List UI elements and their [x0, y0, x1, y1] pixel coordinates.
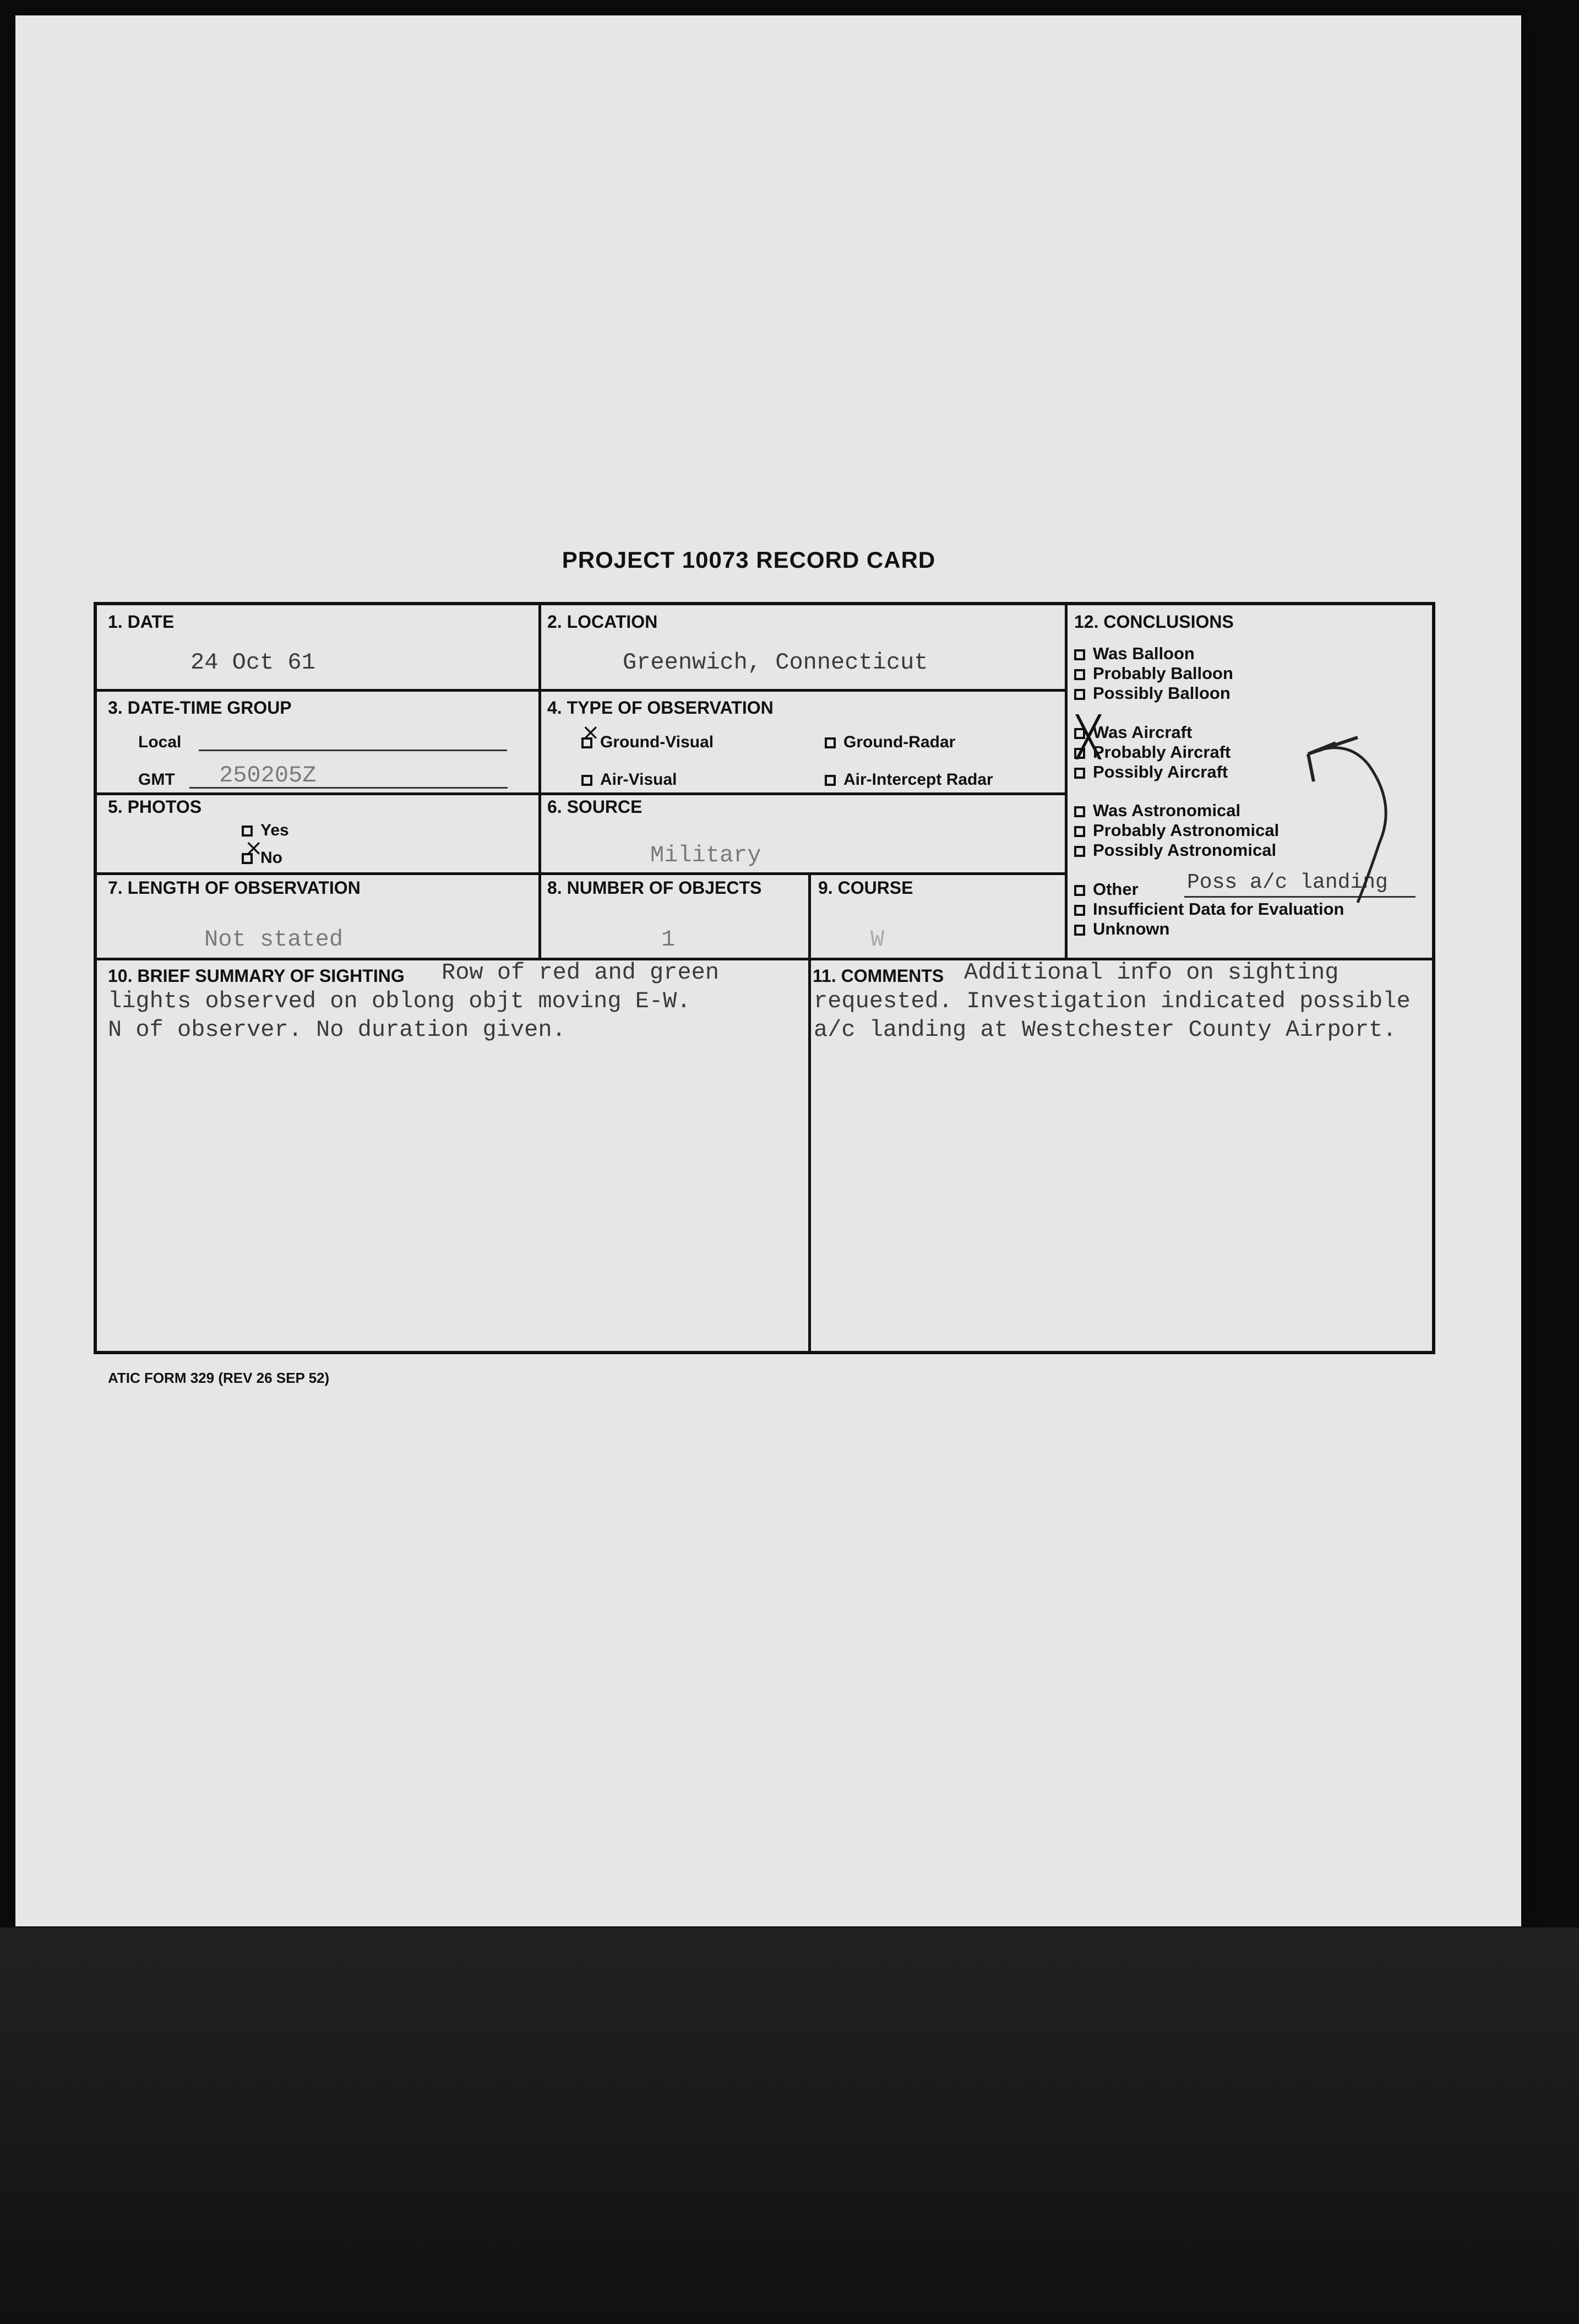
- conclusion-label: Possibly Balloon: [1093, 683, 1230, 703]
- option-air-visual: [581, 770, 677, 789]
- conclusion-possibly-aircraft: [1074, 762, 1228, 782]
- number-of-objects-label: 8. NUMBER OF OBJECTS: [547, 878, 762, 898]
- course-value: W: [870, 926, 885, 953]
- conclusion-label: Insufficient Data for Evaluation: [1093, 899, 1344, 919]
- length-of-observation-label: 7. LENGTH OF OBSERVATION: [108, 878, 361, 898]
- record-card-form: [94, 602, 1435, 1354]
- checkbox-icon: [1074, 689, 1085, 700]
- conclusion-label: Probably Astronomical: [1093, 821, 1279, 840]
- comments-line-2: requested. Investigation indicated possible: [814, 988, 1411, 1014]
- local-label: Local: [138, 733, 182, 751]
- conclusion-unknown: [1074, 919, 1170, 939]
- rule-row1: [97, 689, 1068, 692]
- conclusion-was-balloon: [1074, 644, 1195, 664]
- type-of-observation-label: 4. TYPE OF OBSERVATION: [547, 698, 774, 718]
- checkbox-icon: [1074, 768, 1085, 779]
- checkbox-icon: [1074, 669, 1085, 680]
- x-mark-icon: ×: [244, 835, 263, 861]
- summary-line-1: Row of red and green: [442, 959, 720, 986]
- rule-row2: [97, 792, 1068, 795]
- location-value: Greenwich, Connecticut: [623, 649, 928, 676]
- conclusion-other-value: Poss a/c landing: [1187, 871, 1388, 894]
- conclusion-label: Possibly Aircraft: [1093, 762, 1228, 781]
- conclusion-probably-balloon: [1074, 664, 1233, 683]
- checkbox-icon: [581, 775, 592, 786]
- conclusion-label: Was Astronomical: [1093, 801, 1241, 820]
- conclusion-other: [1074, 879, 1139, 899]
- card-title: PROJECT 10073 RECORD CARD: [562, 547, 936, 573]
- comments-label: 11. COMMENTS: [813, 966, 944, 986]
- conclusion-possibly-balloon: [1074, 683, 1230, 703]
- checkbox-checked-icon: [1074, 885, 1085, 896]
- conclusion-label: Probably Balloon: [1093, 664, 1233, 683]
- conclusions-label: 12. CONCLUSIONS: [1074, 612, 1234, 632]
- option-air-intercept-radar: [825, 770, 993, 789]
- rule-row3: [97, 872, 1068, 875]
- option-label: Ground-Radar: [843, 733, 956, 751]
- conclusion-possibly-astronomical: [1074, 840, 1276, 860]
- conclusion-label: Other: [1093, 879, 1139, 899]
- option-label: Air-Visual: [600, 770, 677, 789]
- checkbox-icon: [1074, 905, 1085, 916]
- summary-line-3: N of observer. No duration given.: [108, 1017, 566, 1043]
- conclusion-was-astronomical: [1074, 801, 1240, 821]
- conclusion-label: Probably Aircraft: [1093, 742, 1231, 762]
- x-mark-icon: ╳: [1077, 714, 1101, 759]
- comments-line-3: a/c landing at Westchester County Airport.: [814, 1017, 1397, 1043]
- x-mark-icon: ×: [581, 720, 600, 745]
- gmt-value: 250205Z: [219, 762, 317, 789]
- date-value: 24 Oct 61: [190, 649, 315, 676]
- background-shadow: [0, 1927, 1579, 2324]
- rule-col3: [1065, 605, 1068, 958]
- local-underline: [199, 750, 507, 751]
- checkbox-icon: [1074, 826, 1085, 837]
- checkbox-icon: [1074, 846, 1085, 857]
- form-id: ATIC FORM 329 (REV 26 SEP 52): [108, 1370, 330, 1386]
- photos-label: 5. PHOTOS: [108, 797, 202, 817]
- option-ground-visual: [581, 733, 714, 752]
- option-label: Air-Intercept Radar: [843, 770, 993, 789]
- checkbox-icon: [1074, 806, 1085, 817]
- checkbox-icon: [825, 775, 836, 786]
- rule-col1: [538, 605, 541, 958]
- source-label: 6. SOURCE: [547, 797, 643, 817]
- conclusion-label: Was Balloon: [1093, 644, 1195, 663]
- photos-yes-label: Yes: [260, 821, 289, 839]
- photos-no-label: No: [260, 849, 282, 867]
- checkbox-icon: [1074, 649, 1085, 660]
- handwritten-arrow-icon: [1303, 732, 1429, 914]
- rule-col2: [808, 872, 811, 1354]
- option-label: Ground-Visual: [600, 733, 714, 751]
- checkbox-icon: [1074, 925, 1085, 936]
- date-label: 1. DATE: [108, 612, 175, 632]
- length-of-observation-value: Not stated: [204, 926, 344, 953]
- conclusion-probably-astronomical: [1074, 821, 1279, 840]
- option-ground-radar: [825, 733, 955, 752]
- conclusion-label: Was Aircraft: [1093, 723, 1193, 742]
- conclusion-label: Unknown: [1093, 919, 1170, 938]
- summary-line-2: lights observed on oblong objt moving E-W.: [108, 988, 691, 1014]
- gmt-label: GMT: [138, 770, 175, 789]
- checkbox-icon: [825, 737, 836, 748]
- number-of-objects-value: 1: [661, 926, 676, 953]
- summary-label: 10. BRIEF SUMMARY OF SIGHTING: [108, 966, 405, 986]
- location-label: 2. LOCATION: [547, 612, 658, 632]
- course-label: 9. COURSE: [818, 878, 913, 898]
- date-time-group-label: 3. DATE-TIME GROUP: [108, 698, 292, 718]
- comments-line-1: Additional info on sighting: [964, 959, 1339, 986]
- conclusion-label: Possibly Astronomical: [1093, 840, 1277, 860]
- source-value: Military: [650, 842, 761, 868]
